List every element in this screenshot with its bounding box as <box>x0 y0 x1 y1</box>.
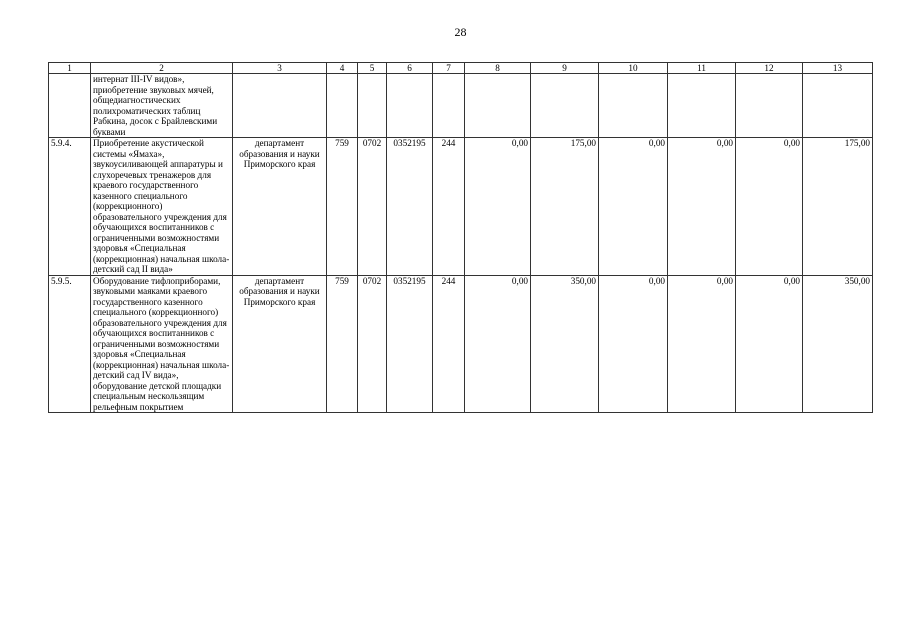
row-c10: 0,00 <box>599 138 668 276</box>
row-c8: 0,00 <box>465 138 531 276</box>
row-c5 <box>358 74 387 138</box>
row-c7: 244 <box>433 275 465 413</box>
row-c9: 175,00 <box>531 138 599 276</box>
row-c5: 0702 <box>358 275 387 413</box>
row-c12: 0,00 <box>736 275 803 413</box>
row-c8: 0,00 <box>465 275 531 413</box>
row-c13: 175,00 <box>803 138 873 276</box>
header-cell: 4 <box>327 63 358 74</box>
row-c4: 759 <box>327 138 358 276</box>
header-cell: 11 <box>668 63 736 74</box>
table-row <box>49 138 873 276</box>
table-row <box>49 74 873 138</box>
header-cell: 9 <box>531 63 599 74</box>
row-c11: 0,00 <box>668 275 736 413</box>
row-c12: 0,00 <box>736 138 803 276</box>
row-c6: 0352195 <box>387 138 433 276</box>
row-c10: 0,00 <box>599 275 668 413</box>
header-cell: 1 <box>49 63 91 74</box>
row-description: интернат III-IV видов», приобретение звуковых мячей, общедиагностических полихроматических таблиц Рабкина, досок с Брайлевскими буквами <box>91 74 233 138</box>
row-c6: 0352195 <box>387 275 433 413</box>
row-code: 5.9.5. <box>49 275 91 413</box>
row-department: департамент образования и науки Приморского края <box>233 275 327 413</box>
header-cell: 7 <box>433 63 465 74</box>
header-row <box>49 63 873 74</box>
row-code <box>49 74 91 138</box>
header-cell: 8 <box>465 63 531 74</box>
row-c7: 244 <box>433 138 465 276</box>
row-c11 <box>668 74 736 138</box>
row-c8 <box>465 74 531 138</box>
row-c4: 759 <box>327 275 358 413</box>
page-number: 28 <box>454 25 467 39</box>
row-c6 <box>387 74 433 138</box>
row-c11: 0,00 <box>668 138 736 276</box>
header-cell: 3 <box>233 63 327 74</box>
header-cell: 2 <box>91 63 233 74</box>
row-c13 <box>803 74 873 138</box>
header-cell: 12 <box>736 63 803 74</box>
table-row <box>49 275 873 413</box>
row-c7 <box>433 74 465 138</box>
row-description: Приобретение акустической системы «Ямаха», звукоусиливающей аппаратуры и слухоречевых тренажеров для краевого государственного казенного специального (коррекционного) образовательного учреждения для обучающихся воспитанников с ограниченными возможностями здоровья «Специальная (коррекционная) начальная школа-детский сад II вида» <box>91 138 233 276</box>
row-c9 <box>531 74 599 138</box>
row-c5: 0702 <box>358 138 387 276</box>
header-cell: 10 <box>599 63 668 74</box>
row-c12 <box>736 74 803 138</box>
row-c4 <box>327 74 358 138</box>
row-c10 <box>599 74 668 138</box>
header-cell: 5 <box>358 63 387 74</box>
budget-table <box>48 62 873 413</box>
row-description: Оборудование тифлоприборами, звуковыми маяками краевого государственного казенного специального (коррекционного) образовательного учреждения для обучающихся воспитанников с ограниченными возможностями здоровья «Специальная (коррекционная) начальная школа-детский сад IV вида», оборудование детской площадки специальным нескользящим рельефным покрытием <box>91 275 233 413</box>
header-cell: 13 <box>803 63 873 74</box>
row-c9: 350,00 <box>531 275 599 413</box>
row-code: 5.9.4. <box>49 138 91 276</box>
row-department: департамент образования и науки Приморского края <box>233 138 327 276</box>
row-department <box>233 74 327 138</box>
row-c13: 350,00 <box>803 275 873 413</box>
header-cell: 6 <box>387 63 433 74</box>
